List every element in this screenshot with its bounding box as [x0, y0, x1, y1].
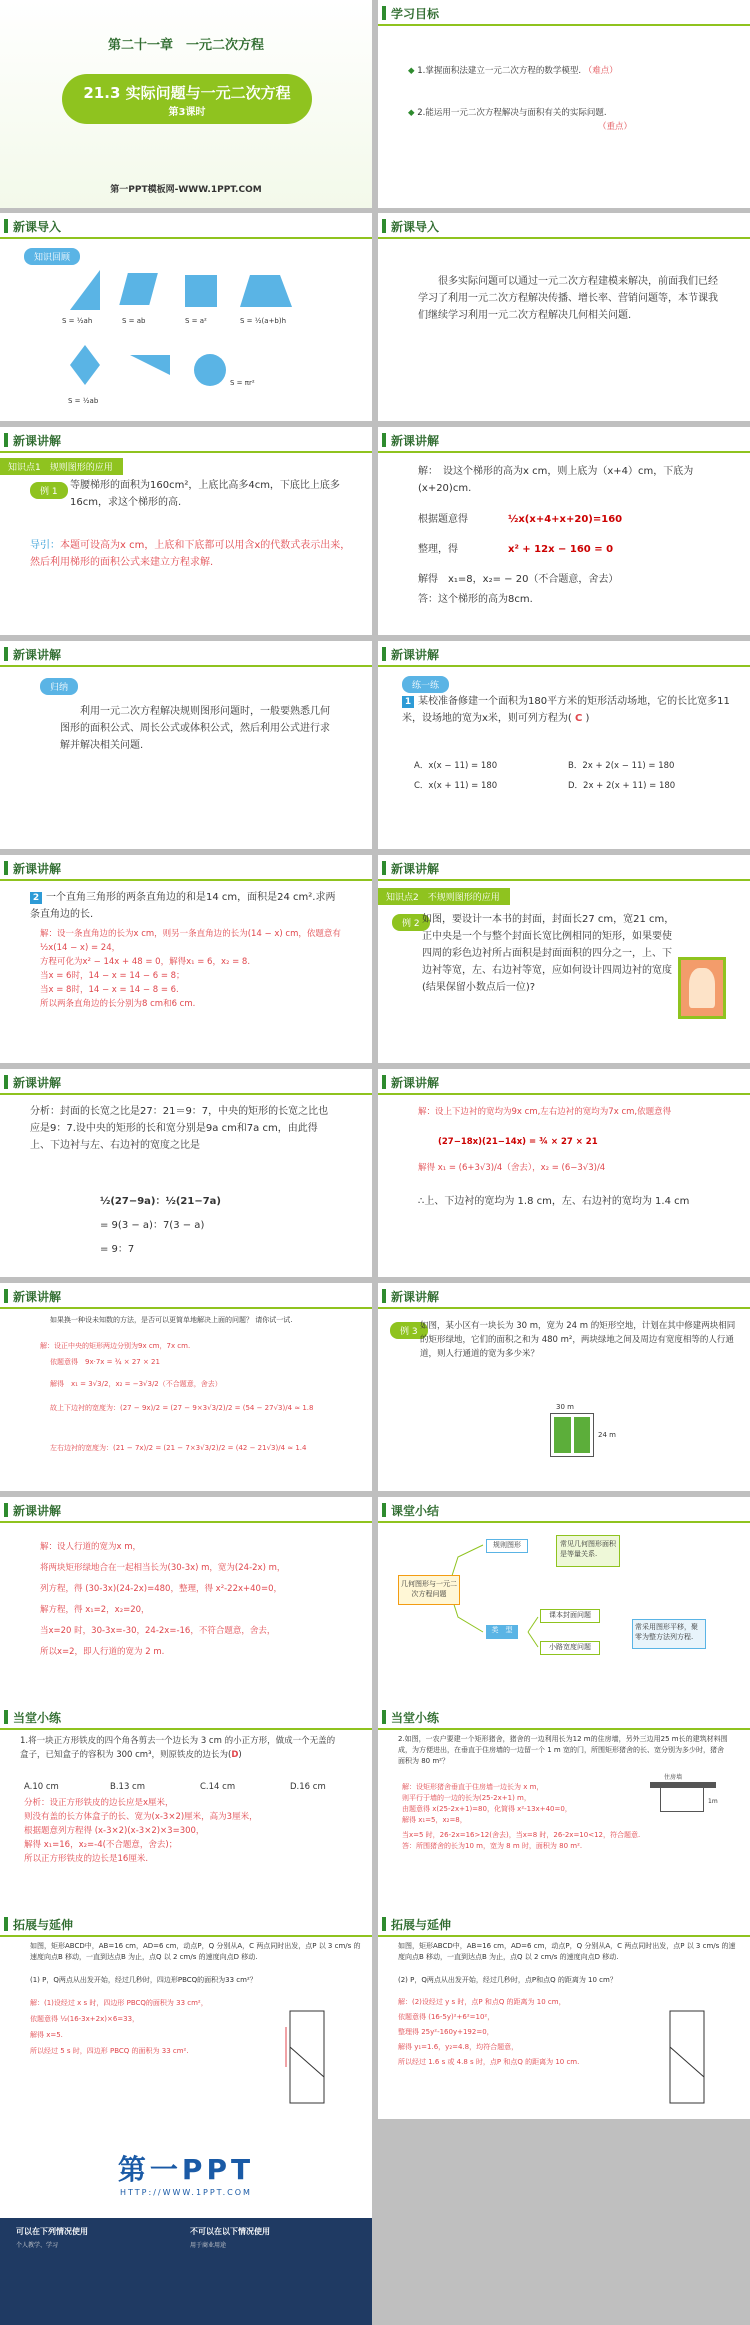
svg-text:S = ½ah: S = ½ah — [62, 317, 93, 325]
slide-review: 新课导入 知识回顾 S = ½ah S = ab S = a² S = ½(a+b)h S = ½ab S = πr² — [0, 213, 372, 421]
slide-example2: 新课讲解 知识点2 不规则图形的应用 例 2 如图，要设计一本书的封面，封面长27 cm，宽21 cm，正中央是一个与整个封面长宽比例相同的矩形，如果要使四周的彩色边衬所占面积是封面面积的四分之一，上、下边衬等宽，左、右边衬等宽，应如何设计四周边衬的宽度(结果保留小数点后一位)? — [378, 855, 750, 1063]
slide-analysis: 新课讲解 分析：封面的长宽之比是27：21＝9：7，中央的矩形的长宽之比也应是9：7.设中央的矩形的长和宽分别是9a cm和7a cm，由此得上、下边衬与左、右边衬的宽度之比是 ½(27−9a)：½(21−7a) = 9(3 − a)：7(3 − a) = 9：7 — [0, 1069, 372, 1277]
slide-quiz2: 当堂小练 2.如图，一农户要建一个矩形猪舍，猪舍的一边利用长为12 m的住房墙，另外三边用25 m长的建筑材料围成，为方便进出，在垂直于住房墙的一边留一个 1 m 宽的门，所围矩形猪舍的长、宽分别为多少时，猪舍面积为 80 m²？ 解：设矩形猪舍垂直于住房墙一边长为 x m， 则平行于墙的一边的长为(25-2x+1) m， 由题意得 x(25-2x+1)=80，化简得 x²-13x+40=0， 解得 x₁=5，x₂=8， 当x=5 时，26-2x=16>12(舍去)，当x=8 时，26-2x=10<12，符合题意. 答：所围猪舍的长为10 m，宽为 8 m 时，面积为 80 m². 住房墙 1m — [378, 1704, 750, 1912]
svg-text:S = ab: S = ab — [122, 317, 146, 325]
book-cover-image — [678, 957, 726, 1019]
lesson-title: 21.3 实际问题与一元二次方程 — [83, 84, 291, 102]
svg-text:S = ½ab: S = ½ab — [68, 397, 99, 405]
chapter-title: 第二十一章 一元二次方程 — [107, 38, 264, 53]
svg-text:S = ½(a+b)h: S = ½(a+b)h — [240, 317, 287, 325]
slide-summary-rule: 新课讲解 归纳 利用一元二次方程解决规则图形问题时，一般要熟悉几何图形的面积公式、周长公式或体积公式，然后利用公式进行求解并解决相关问题. — [0, 641, 372, 849]
tag-review: 知识回顾 — [24, 248, 80, 265]
slide-extension1: 拓展与延伸 如图，矩形ABCD中，AB=16 cm，AD=6 cm，动点P，Q 分别从A，C 两点同时出发，点P 以 3 cm/s 的速度向点B 移动，一直到达点B 为止，点Q 以 2 cm/s 的速度向点D 移动. (1) P，Q两点从出发开始，经过几秒时，四边形PBCQ的面积为33 cm²？ 解：(1)设经过 x s 时，四边形 PBCQ的面积为 33 cm²， 依题意得 ½(16-3x+2x)×6=33， 解得 x=5. 所以经过 5 s 时，四边形 PBCQ 的面积为 33 cm². — [0, 1911, 372, 2119]
slide-example3: 新课讲解 例 3 如图，某小区有一块长为 30 m，宽为 24 m 的矩形空地，计划在其中修建两块相同的矩形绿地，它们的面积之和为 480 m²，两块绿地之间及周边有宽度相等的人行通道，则人行通道的宽为多少米？ 30 m 24 m — [378, 1283, 750, 1491]
slide-class-summary: 课堂小结 几何图形与一元二次方程问题 规则图形 常见几何图形面积是等量关系. 类 型 课本封面问题 小路宽度问题 常采用图形平移，聚零为整方法列方程. — [378, 1497, 750, 1705]
slide-solution1: 新课讲解 解： 设这个梯形的高为x cm，则上底为（x+4）cm，下底为(x+20)cm. 根据题意得 ½x(x+4+x+20)=160 整理，得 x² + 12x − 160 = 0 解得 x₁=8，x₂= − 20（不合题意，舍去） 答：这个梯形的高为8cm. — [378, 427, 750, 635]
field-figure — [550, 1413, 594, 1457]
rect-figure-2 — [660, 2007, 720, 2111]
slide-solution3: 新课讲解 解：设人行道的宽为x m， 将两块矩形绿地合在一起相当长为(30-3x) m，宽为(24-2x) m， 列方程，得 (30-3x)(24-2x)=480，整理，得 x²-22x+40=0， 解方程，得 x₁=2，x₂=20， 当x=20 时，30-3x=-30，24-2x=-16，不符合题意，舍去， 所以x=2，即人行道的宽为 2 m. — [0, 1497, 372, 1705]
title-pill — [62, 74, 312, 124]
example-question: 等腰梯形的面积为160cm²，上底比高多4cm，下底比上底多16cm，求这个梯形的高. — [70, 480, 340, 508]
slide-header: 学习目标 — [378, 0, 750, 26]
guide: 导引：本题可设高为x cm，上底和下底都可以用含x的代数式表示出来，然后利用梯形的面积公式来建立方程求解. — [30, 540, 351, 568]
knowledge-tag: 知识点1 规则图形的应用 — [0, 458, 123, 475]
site-text: 第一PPT模板网-WWW.1PPT.COM — [110, 185, 262, 195]
svg-text:S = a²: S = a² — [185, 317, 207, 325]
slide-footer: 第一PPT HTTP://WWW.1PPT.COM 可以在下列情况使用 不可以在以下情况使用 个人教学、学习 用于商业用途 — [0, 2118, 372, 2325]
slide-intro: 新课导入 很多实际问题可以通过一元二次方程建模来解决，前面我们已经学习了利用一元二次方程解决传播、增长率、营销问题等，本节课我们继续学习利用一元二次方程解决几何相关问题. — [378, 213, 750, 421]
lesson-sub: 第3课时 — [168, 107, 206, 118]
slide-practice2: 新课讲解 2 一个直角三角形的两条直角边的和是14 cm，面积是24 cm².求两条直角边的长. 解：设一条直角边的长为x cm，则另一条直角边的长为(14 − x) cm，依题意有½x(14 − x) = 24， 方程可化为x² − 14x + 48 = 0，解得x₁ = 6，x₂ = 8. 当x = 6时，14 − x = 14 − 6 = 8； 当x = 8时，14 − x = 14 − 8 = 6. 所以两条直角边的长分别为8 cm和6 cm. — [0, 855, 372, 1063]
slide-practice1: 新课讲解 练一练 1 某校准备修建一个面积为180平方米的矩形活动场地，它的长比宽多11米，设场地的宽为x米，则可列方程为( C ) A．x(x − 11) = 180 B．2x + 2(x − 11) = 180 C．x(x + 11) = 180 D．2x + 2(x + 11) = 180 — [378, 641, 750, 849]
goal-2: ◆ 2.能运用一元二次方程解决与面积有关的实际问题. （重点） — [408, 108, 633, 132]
rect-figure — [280, 2007, 340, 2111]
goal-1: ◆ 1.掌握面积法建立一元二次方程的数学模型. （难点） — [408, 66, 618, 76]
intro-text: 很多实际问题可以通过一元二次方程建模来解决，前面我们已经学习了利用一元二次方程解决传播、增长率、营销问题等，本节课我们继续学习利用一元二次方程解决几何相关问题. — [418, 276, 718, 321]
logo: 第一PPT — [117, 2153, 255, 2186]
slide-goals — [378, 0, 750, 208]
slide-quiz1: 当堂小练 1.将一块正方形铁皮的四个角各剪去一个边长为 3 cm 的小正方形，做成一个无盖的盒子，已知盒子的容积为 300 cm³，则原铁皮的边长为(D) A.10 cm B.13 cm C.14 cm D.16 cm 分析：设正方形铁皮的边长应是x厘米， 则没有盖的长方体盒子的长、宽为(x-3×2)厘米，高为3厘米， 根据题意列方程得 (x-3×2)(x-3×2)×3=300， 解得 x₁=16，x₂=-4(不合题意，舍去)； 所以正方形铁皮的边长是16厘米. — [0, 1704, 372, 1912]
slide-solution2: 新课讲解 解：设上下边衬的宽均为9x cm,左右边衬的宽均为7x cm,依题意得 (27−18x)(21−14x) = ¾ × 27 × 21 解得 x₁ = (6+3√3)/4（舍去），x₂ = (6−3√3)/4 ∴上、下边衬的宽均为 1.8 cm，左、右边衬的宽均为 1.4 cm — [378, 1069, 750, 1277]
slide-extension2: 拓展与延伸 如图，矩形ABCD中，AB=16 cm，AD=6 cm，动点P，Q 分别从A，C 两点同时出发，点P 以 3 cm/s 的速度向点B 移动，一直到达点B 为止，点Q 以 2 cm/s 的速度向点D 移动. (2) P，Q两点从出发开始，经过几秒时，点P和点Q 的距离为 10 cm？ 解：(2)设经过 y s 时，点P 和点Q 的距离为 10 cm， 依题意得 (16-5y)²+6²=10²， 整理得 25y²-160y+192=0， 解得 y₁=1.6，y₂=4.8，均符合题意， 所以经过 1.6 s 或 4.8 s 时，点P 和点Q 的距离为 10 cm. — [378, 1911, 750, 2119]
slide-alt-method: 新课讲解 如果换一种设未知数的方法，是否可以更简单地解决上面的问题？ 请你试一试. 解：设正中央的矩形两边分别为9x cm，7x cm. 依题意得 9x·7x = ¾ × 27 × 21 解得 x₁ = 3√3/2，x₂ = −3√3/2（不合题意，舍去） 故上下边衬的宽度为：(27 − 9x)/2 = (27 − 9×3√3/2)/2 = (54 − 27√3)/4 ≈ 1.8 左右边衬的宽度为：(21 − 7x)/2 = (21 − 7×3√3/2)/2 = (42 − 21√3)/4 ≈ 1.4 — [0, 1283, 372, 1491]
shapes-figure — [60, 265, 300, 415]
svg-text:S = πr²: S = πr² — [230, 379, 255, 387]
slide-example1: 新课讲解 知识点1 规则图形的应用 例 1 等腰梯形的面积为160cm²，上底比高多4cm，下底比上底多16cm，求这个梯形的高. 导引：本题可设高为x cm，上底和下底都可以用含x的代数式表示出来，然后利用梯形的面积公式来建立方程求解. — [0, 427, 372, 635]
slide-title — [0, 0, 372, 208]
